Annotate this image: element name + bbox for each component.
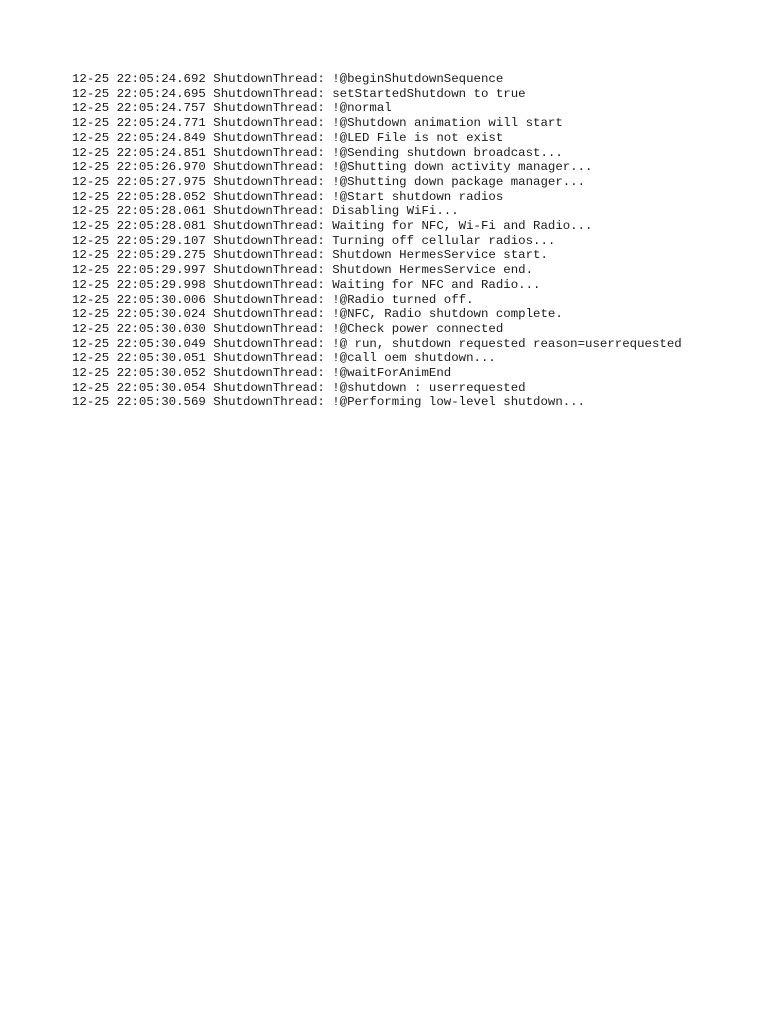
log-line: 12-25 22:05:30.006 ShutdownThread: !@Radio turned off. [72, 292, 474, 307]
log-line: 12-25 22:05:27.975 ShutdownThread: !@Shutting down package manager... [72, 174, 586, 189]
log-line: 12-25 22:05:24.849 ShutdownThread: !@LED File is not exist [72, 130, 504, 145]
log-line: 12-25 22:05:29.997 ShutdownThread: Shutdown HermesService end. [72, 263, 534, 278]
log-line: 12-25 22:05:28.081 ShutdownThread: Waiting for NFC, Wi-Fi and Radio... [72, 219, 593, 234]
log-line: 12-25 22:05:28.061 ShutdownThread: Disabling WiFi... [72, 204, 459, 219]
log-line: 12-25 22:05:29.998 ShutdownThread: Waiting for NFC and Radio... [72, 277, 541, 292]
log-line: 12-25 22:05:30.569 ShutdownThread: !@Performing low-level shutdown... [72, 395, 586, 410]
log-line: 12-25 22:05:26.970 ShutdownThread: !@Shutting down activity manager... [72, 160, 593, 175]
log-line: 12-25 22:05:24.692 ShutdownThread: !@beginShutdownSequence [72, 72, 504, 86]
log-document [72, 72, 752, 410]
log-line: 12-25 22:05:24.757 ShutdownThread: !@normal [72, 101, 392, 116]
log-line: 12-25 22:05:30.024 ShutdownThread: !@NFC, Radio shutdown complete. [72, 307, 563, 322]
log-line: 12-25 22:05:30.052 ShutdownThread: !@waitForAnimEnd [72, 366, 452, 381]
log-line: 12-25 22:05:30.051 ShutdownThread: !@call oem shutdown... [72, 351, 496, 366]
log-line: 12-25 22:05:28.052 ShutdownThread: !@Start shutdown radios [72, 189, 504, 204]
log-line: 12-25 22:05:24.695 ShutdownThread: setStartedShutdown to true [72, 86, 526, 101]
log-line: 12-25 22:05:30.030 ShutdownThread: !@Check power connected [72, 321, 504, 336]
log-line: 12-25 22:05:29.107 ShutdownThread: Turning off cellular radios... [72, 233, 556, 248]
log-line: 12-25 22:05:29.275 ShutdownThread: Shutdown HermesService start. [72, 248, 548, 263]
log-line: 12-25 22:05:24.851 ShutdownThread: !@Sending shutdown broadcast... [72, 145, 563, 160]
log-line: 12-25 22:05:30.054 ShutdownThread: !@shutdown : userrequested [72, 380, 526, 395]
log-line: 12-25 22:05:30.049 ShutdownThread: !@ run, shutdown requested reason=userrequested [72, 336, 682, 351]
log-line: 12-25 22:05:24.771 ShutdownThread: !@Shutdown animation will start [72, 116, 563, 131]
